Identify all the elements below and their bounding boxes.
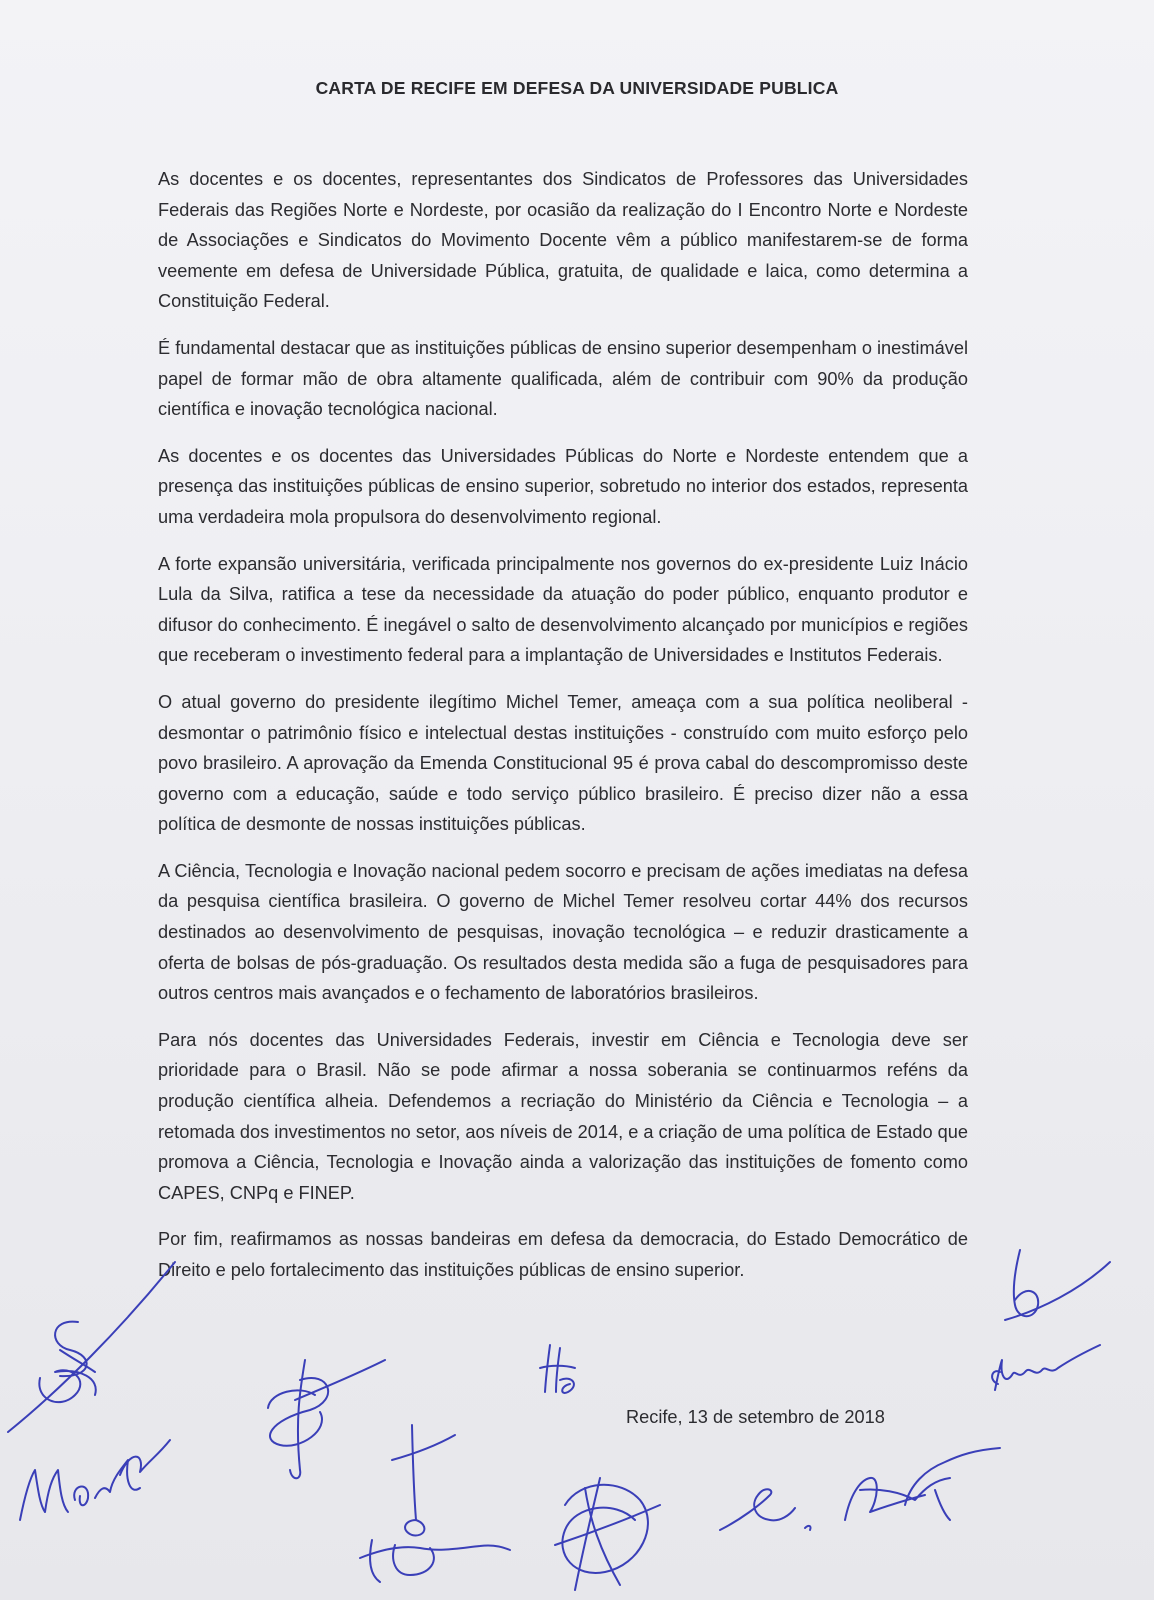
letter-body (158, 164, 968, 1302)
signature-2 (20, 1440, 170, 1520)
document-title: CARTA DE RECIFE EM DEFESA DA UNIVERSIDADE PUBLICA (315, 78, 839, 98)
signature-6 (555, 1478, 660, 1590)
paragraph-2: É fundamental destacar que as instituições públicas de ensino superior desempenham o inestimável papel de formar mão de obra altamente qualificada, além de contribuir com 90% da produção científica e inovação tecnológica nacional. (158, 337, 968, 420)
signature-9 (1005, 1250, 1110, 1320)
paragraph-6: A Ciência, Tecnologia e Inovação nacional pedem socorro e precisam de ações imediatas na defesa da pesquisa científica brasileira. O governo de Michel Temer resolveu cortar 44% dos recursos destinados ao desenvolvimento de pesquisas, inovação tecnológica – e reduzir drasticamente a oferta de bolsas de pós-graduação. Os resultados desta medida são a fuga de pesquisadores para outros centros mais avançados e o fechamento de laboratórios brasileiros. (158, 860, 968, 1004)
paragraph-1: As docentes e os docentes, representantes dos Sindicatos de Professores das Universidades Federais das Regiões Norte e Nordeste, por ocasião da realização do I Encontro Norte e Nordeste de Associações e Sindicatos do Movimento Docente vêm a público manifestarem-se de forma veemente em defesa de Universidade Pública, gratuita, de qualidade e laica, como determina a Constituição Federal. (158, 169, 968, 312)
paragraph-5: O atual governo do presidente ilegítimo Michel Temer, ameaça com a sua política neoliberal - desmontar o patrimônio físico e intelectual destas instituições - construído com muito esforço pelo povo brasileiro. A aprovação da Emenda Constitucional 95 é prova cabal do descompromisso deste governo com a educação, saúde e todo serviço público brasileiro. É preciso dizer não a essa política de desmonte de nossas instituições públicas. (158, 691, 968, 835)
signature-7 (720, 1489, 811, 1530)
signature-5 (540, 1345, 575, 1393)
paragraph-3: As docentes e os docentes das Universidades Públicas do Norte e Nordeste entendem que a presença das instituições públicas de ensino superior, sobretudo no interior dos estados, representa uma verdadeira mola propulsora do desenvolvimento regional. (158, 445, 968, 527)
signature-10 (992, 1345, 1100, 1390)
signature-1 (8, 1262, 175, 1432)
paragraph-4: A forte expansão universitária, verificada principalmente nos governos do ex-presidente Luiz Inácio Lula da Silva, ratifica a tese da necessidade da atuação do poder público, enquanto produtor e difusor do conhecimento. É inegável o salto de desenvolvimento alcançado por municípios e regiões que receberam o investimento federal para a implantação de Universidades e Institutos Federais. (158, 553, 968, 666)
paragraph-8: Por fim, reafirmamos as nossas bandeiras em defesa da democracia, do Estado Democrático de Direito e pelo fortalecimento das instituições públicas de ensino superior. (158, 1229, 968, 1280)
signature-4 (360, 1425, 510, 1582)
signature-3 (268, 1360, 385, 1478)
place-date: Recife, 13 de setembro de 2018 (626, 1407, 885, 1427)
signature-8 (845, 1448, 1000, 1520)
paragraph-7: Para nós docentes das Universidades Federais, investir em Ciência e Tecnologia deve ser prioridade para o Brasil. Não se pode afirmar a nossa soberania se continuarmos reféns da produção científica alheia. Defendemos a recriação do Ministério da Ciência e Tecnologia – a retomada dos investimentos no setor, aos níveis de 2014, e a criação de uma política de Estado que promova a Ciência, Tecnologia e Inovação ainda a valorização das instituições de fomento como CAPES, CNPq e FINEP. (158, 1029, 968, 1203)
